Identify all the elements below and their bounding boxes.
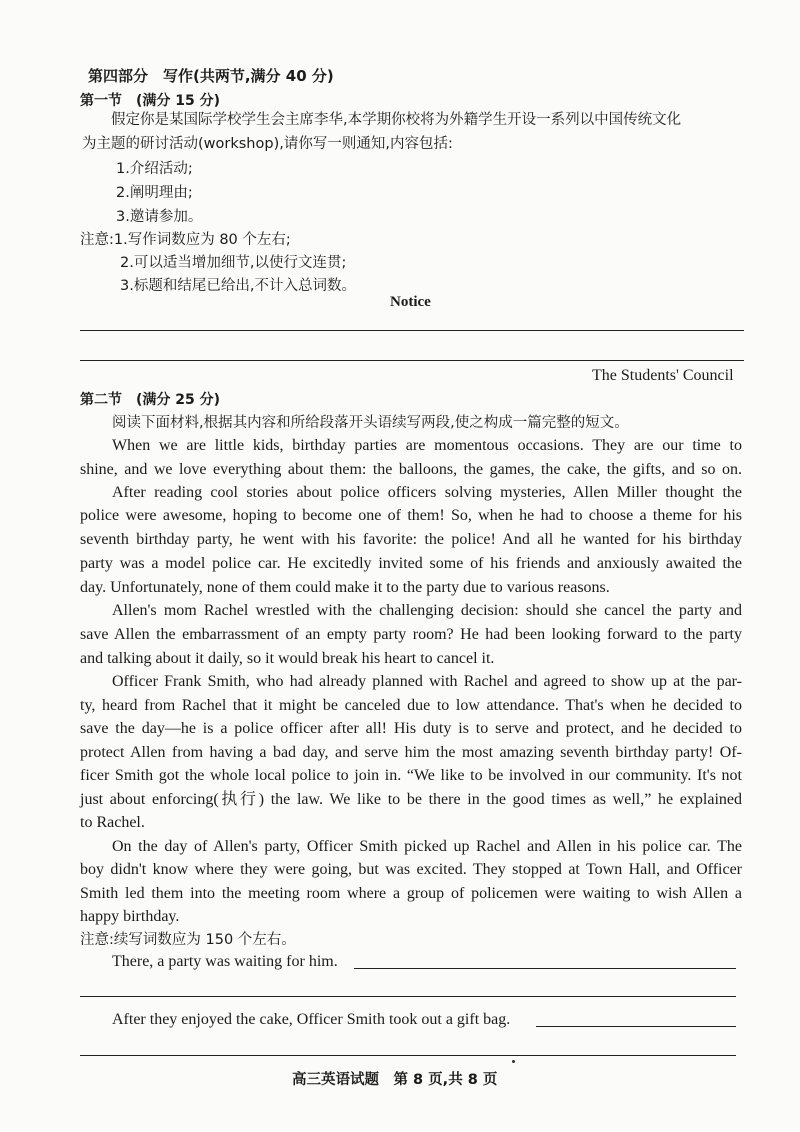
- passage-line: happy birthday.: [80, 908, 180, 925]
- notice-title: Notice: [390, 294, 431, 310]
- passage-line: to Rachel.: [80, 814, 145, 831]
- section2-heading: 第二节 (满分 25 分): [80, 392, 221, 408]
- section1-heading: 第一节 (满分 15 分): [80, 93, 221, 109]
- passage-line: shine, and we love everything about them: the balloons, the games, the cake, the gifts, and so on.: [80, 461, 742, 478]
- writing-line[interactable]: [536, 1026, 736, 1027]
- passage-line: and talking about it daily, so it would break his heart to cancel it.: [80, 650, 495, 667]
- passage-line: save Allen the embarrassment of an empty party room? He had been looking forward to the party: [80, 626, 742, 643]
- continuation-note: 注意:续写词数应为 150 个左右。: [80, 932, 296, 948]
- passage-line: ty, heard from Rachel that it might be canceled due to low attendance. That's when he decided to: [80, 697, 742, 714]
- passage-line: save the day—he is a police officer after all! His duty is to serve and protect, and he decided to: [80, 720, 742, 737]
- passage-line: Allen's mom Rachel wrestled with the challenging decision: should she cancel the party and: [112, 602, 742, 619]
- passage-line: party was a model police car. He excitedly invited some of his friends and anxiously awaited the: [80, 555, 742, 572]
- task-item: 2.阐明理由;: [116, 185, 193, 201]
- writing-line[interactable]: [80, 330, 744, 331]
- signature: The Students' Council: [592, 367, 734, 384]
- passage-line: protect Allen from having a bad day, and serve him the most amazing seventh birthday party! Of-: [80, 744, 742, 761]
- writing-line[interactable]: [354, 968, 736, 969]
- passage-line: boy didn't know where they were going, but was excited. They stopped at Town Hall, and Officer: [80, 861, 742, 878]
- passage-line: When we are little kids, birthday parties are momentous occasions. They are our time to: [112, 437, 742, 454]
- passage-line: police were awesome, hoping to become one of them! So, when he had to choose a theme for his: [80, 507, 742, 524]
- task-item: 3.邀请参加。: [116, 209, 203, 225]
- page-footer: 高三英语试题 第 8 页,共 8 页: [292, 1072, 498, 1088]
- writing-line[interactable]: [80, 360, 744, 361]
- passage-line: seventh birthday party, he went with his favorite: the police! And all he wanted for his birthday: [80, 531, 742, 548]
- writing-line[interactable]: [80, 1055, 736, 1056]
- task-item: 1.介绍活动;: [116, 161, 193, 177]
- note-line: 注意:1.写作词数应为 80 个左右;: [80, 232, 291, 248]
- passage-line: just about enforcing(执行) the law. We like to be there in the good times as well,” he explained: [80, 791, 742, 808]
- section2-instruction: 阅读下面材料,根据其内容和所给段落开头语续写两段,使之构成一篇完整的短文。: [112, 415, 629, 431]
- passage-line: On the day of Allen's party, Officer Smith picked up Rachel and Allen in his police car. The: [112, 838, 742, 855]
- passage-line: Smith led them into the meeting room where a group of policemen were waiting to wish Allen a: [80, 885, 742, 902]
- section1-prompt-line1: 假定你是某国际学校学生会主席李华,本学期你校将为外籍学生开设一系列以中国传统文化: [111, 112, 682, 128]
- passage-line: day. Unfortunately, none of them could make it to the party due to various reasons.: [80, 579, 610, 596]
- section1-prompt-line2: 为主题的研讨活动(workshop),请你写一则通知,内容包括:: [82, 136, 453, 152]
- note-line: 2.可以适当增加细节,以使行文连贯;: [120, 255, 347, 271]
- ink-dot: [512, 1060, 515, 1063]
- passage-line: Officer Frank Smith, who had already planned with Rachel and agreed to show up at the par-: [112, 673, 742, 690]
- passage-line: ficer Smith got the whole local police to join in. “We like to be involved in our community. It's not: [80, 767, 742, 784]
- passage-line: After reading cool stories about police officers solving mysteries, Allen Miller thought the: [112, 484, 742, 501]
- writing-line[interactable]: [80, 996, 736, 997]
- para1-starter: There, a party was waiting for him.: [112, 953, 338, 970]
- note-line: 3.标题和结尾已给出,不计入总词数。: [120, 278, 356, 294]
- para2-starter: After they enjoyed the cake, Officer Smith took out a gift bag.: [112, 1011, 511, 1028]
- part-heading: 第四部分 写作(共两节,满分 40 分): [88, 67, 334, 85]
